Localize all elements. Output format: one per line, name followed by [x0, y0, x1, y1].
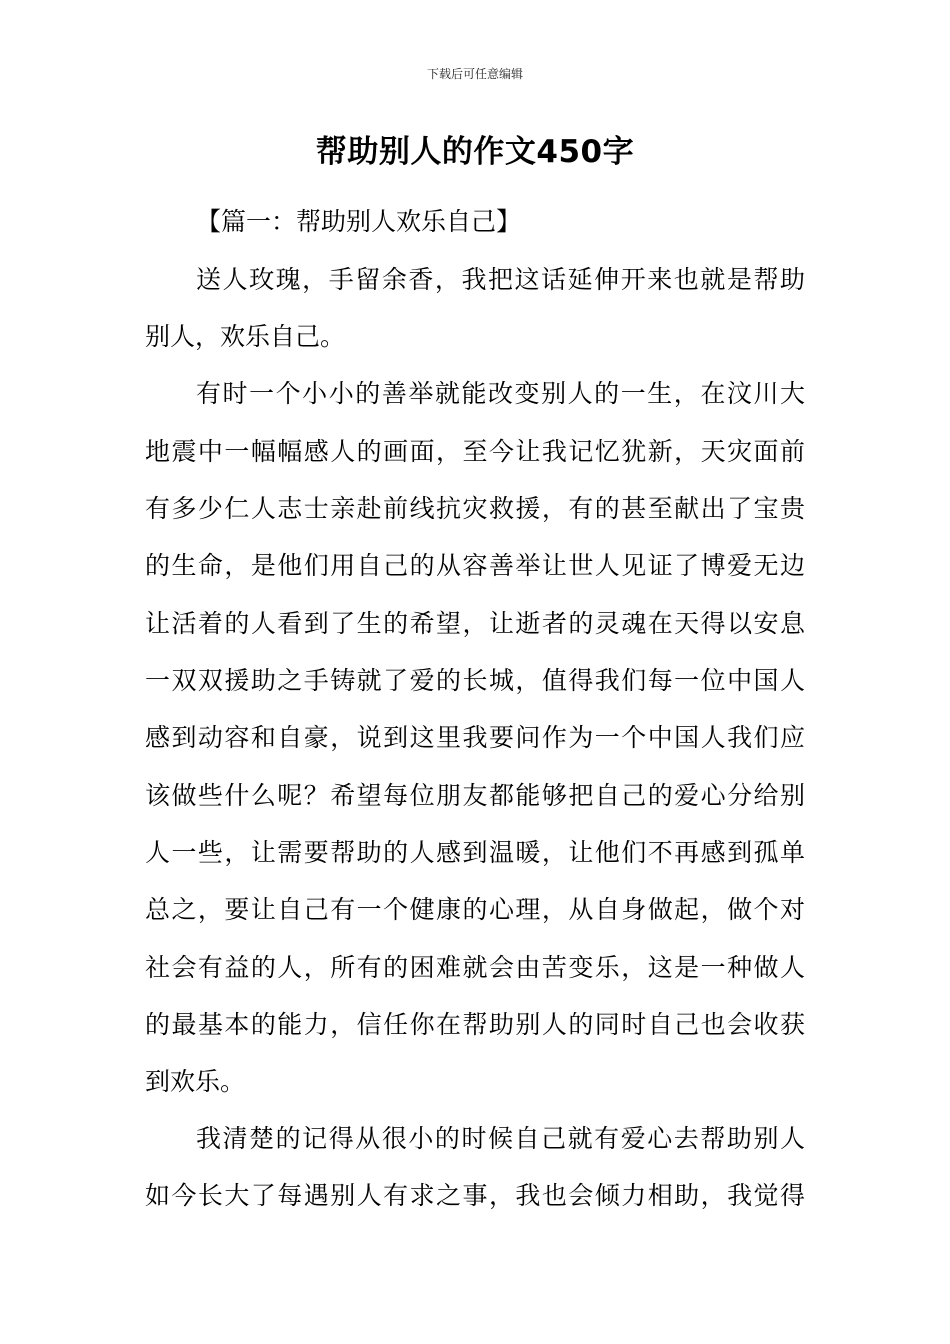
paragraph-line: 一双双援助之手铸就了爱的长城，值得我们每一位中国人 — [145, 666, 805, 695]
paragraph-line: 人一些，让需要帮助的人感到温暖，让他们不再感到孤单 — [145, 838, 805, 867]
paragraph-line: 的生命，是他们用自己的从容善举让世人见证了博爱无边 — [145, 551, 805, 580]
section-title: 【篇一：帮助别人欢乐自己】 — [196, 207, 522, 236]
paragraph-line: 社会有益的人，所有的困难就会由苦变乐，这是一种做人 — [145, 953, 805, 982]
paragraph-line: 感到动容和自豪，说到这里我要问作为一个中国人我们应 — [145, 723, 805, 752]
paragraph-line: 该做些什么呢？希望每位朋友都能够把自己的爱心分给别 — [145, 781, 805, 810]
paragraph-line: 地震中一幅幅感人的画面，至今让我记忆犹新，天灾面前 — [145, 437, 805, 466]
paragraph-line: 到欢乐。 — [145, 1067, 246, 1096]
header-note: 下载后可任意编辑 — [426, 67, 523, 81]
paragraph-line: 总之，要让自己有一个健康的心理，从自身做起，做个对 — [145, 895, 805, 924]
paragraph-line: 我清楚的记得从很小的时候自己就有爱心去帮助别人 — [196, 1124, 805, 1153]
document-title: 帮助别人的作文450字 — [315, 134, 635, 170]
paragraph-line: 有多少仁人志士亲赴前线抗灾救援，有的甚至献出了宝贵 — [145, 494, 805, 523]
paragraph-line: 让活着的人看到了生的希望，让逝者的灵魂在天得以安息 — [145, 609, 805, 638]
paragraph-line: 送人玫瑰，手留余香，我把这话延伸开来也就是帮助 — [196, 265, 805, 294]
paragraph-line: 别人，欢乐自己。 — [145, 322, 346, 351]
paragraph-line: 的最基本的能力，信任你在帮助别人的同时自己也会收获 — [145, 1010, 805, 1039]
paragraph-line: 如今长大了每遇别人有求之事，我也会倾力相助，我觉得 — [145, 1181, 805, 1210]
paragraph-line: 有时一个小小的善举就能改变别人的一生，在汶川大 — [196, 379, 805, 408]
